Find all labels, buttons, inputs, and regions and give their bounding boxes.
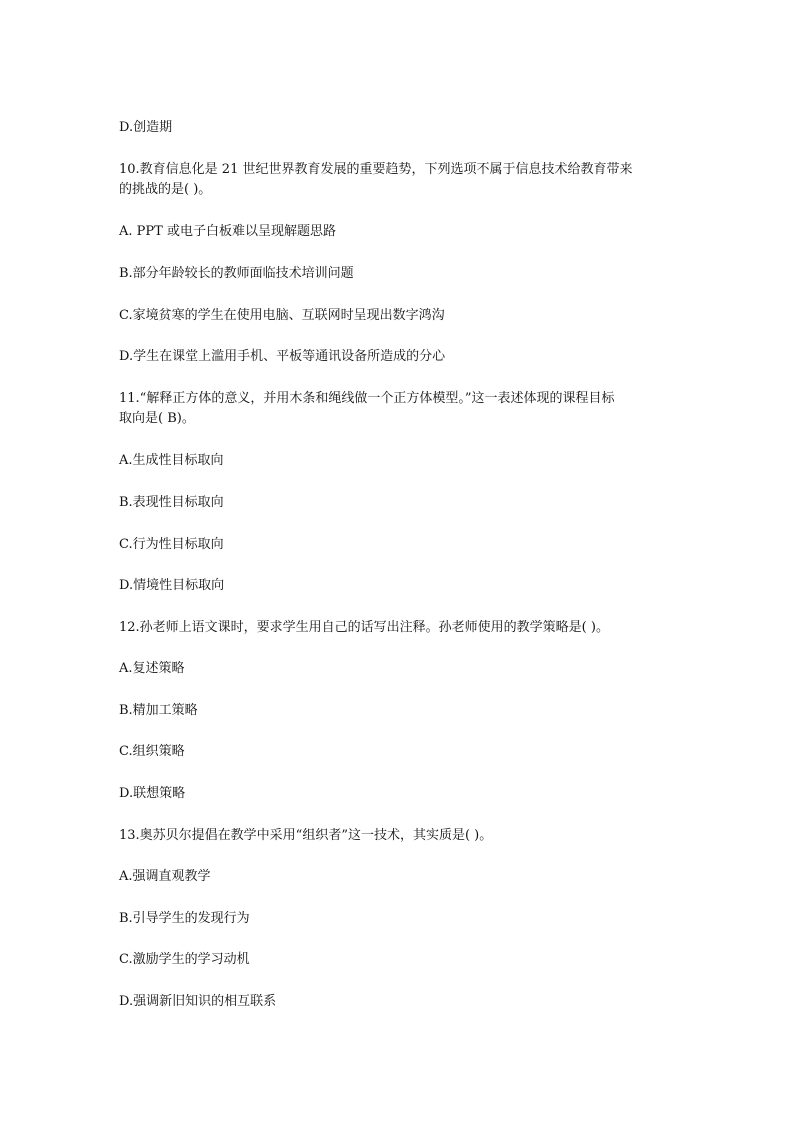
option-b: B.部分年龄较长的教师面临技术培训问题	[119, 266, 354, 281]
option-b: B.精加工策略	[119, 703, 198, 718]
option-d: D.联想策略	[119, 786, 186, 801]
question-stem: 13.奥苏贝尔提倡在教学中采用“组织者”这一技术，其实质是( )。	[119, 828, 493, 843]
question-stem: 11.“解释正方体的意义，并用木条和绳线做一个正方体模型。”这一表述体现的课程目标	[119, 391, 615, 406]
prev-question-option-d: D.创造期	[119, 120, 173, 135]
option-a: A. PPT 或电子白板难以呈现解题思路	[119, 224, 336, 239]
question-stem: 12.孙老师上语文课时，要求学生用自己的话写出注释。孙老师使用的教学策略是( )。	[119, 620, 609, 635]
option-c: C.行为性目标取向	[119, 537, 224, 552]
option-c: C.家境贫寒的学生在使用电脑、互联网时呈现出数字鸿沟	[119, 308, 445, 323]
option-b: B.表现性目标取向	[119, 495, 224, 510]
option-c: C.组织策略	[119, 744, 185, 759]
question-stem-continued: 的挑战的是( )。	[119, 182, 212, 197]
option-d: D.学生在课堂上滥用手机、平板等通讯设备所造成的分心	[119, 349, 446, 364]
option-c: C.激励学生的学习动机	[119, 952, 250, 967]
option-b: B.引导学生的发现行为	[119, 911, 250, 926]
question-stem-continued: 取向是( B)。	[119, 411, 195, 426]
option-d: D.情境性目标取向	[119, 578, 225, 593]
question-stem: 10.教育信息化是 21 世纪世界教育发展的重要趋势，下列选项不属于信息技术给教育带来	[119, 162, 633, 177]
option-a: A.复述策略	[119, 661, 185, 676]
option-d: D.强调新旧知识的相互联系	[119, 994, 277, 1009]
option-a: A.生成性目标取向	[119, 453, 224, 468]
option-a: A.强调直观教学	[119, 869, 211, 884]
